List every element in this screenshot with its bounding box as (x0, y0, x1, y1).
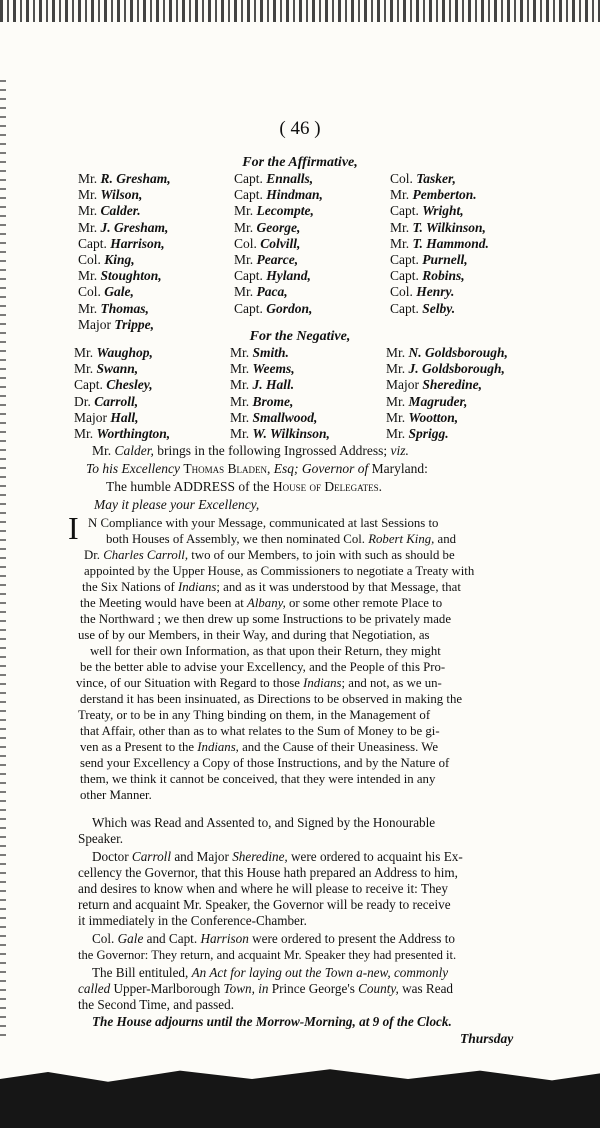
voter-title: Capt. (390, 268, 419, 284)
voter-title: Capt. (74, 377, 103, 393)
page-bottom-edge (0, 1058, 600, 1128)
negative-voter-name (386, 410, 508, 426)
address-body-line-8: use of by our Members, in their Way, and during that Negotiation, as (78, 628, 430, 642)
address-body-line-9: well for their own Information, as that upon their Return, they might (90, 644, 441, 658)
affirmative-voter-name (390, 236, 489, 252)
affirmative-voter-name (390, 203, 489, 219)
voter-surname: Trippe, (114, 316, 154, 332)
voter-surname: Hyland, (266, 268, 311, 284)
address-body-line-11: vince, of our Situation with Regard to those Indians; and not, as we un- (76, 676, 442, 690)
bill-line-3: the Second Time, and passed. (78, 997, 235, 1012)
voter-surname: J. Gresham, (100, 219, 169, 235)
negative-voter-name (230, 426, 330, 442)
affirmative-voter-name (390, 171, 489, 187)
address-recipient: To his Excellency Thomas Bladen, Esq; Governor of Maryland: (86, 461, 428, 476)
voter-title: Major (386, 377, 419, 393)
affirmative-voter-name (234, 252, 323, 268)
voter-title: Mr. (234, 203, 254, 219)
voter-title: Mr. (78, 171, 98, 186)
voter-surname: Carroll, (94, 393, 139, 409)
catchword: Thursday (460, 1031, 514, 1046)
voter-title: Capt. (234, 300, 263, 316)
affirmative-voter-name (78, 284, 171, 300)
voter-surname: Magruder, (408, 393, 468, 409)
affirmative-voter-name (78, 252, 171, 268)
affirmative-voter-name (234, 187, 323, 203)
voter-surname: Weems, (252, 361, 295, 377)
voter-title: Col. (234, 235, 257, 251)
voter-title: Mr. (78, 187, 98, 203)
voter-surname: Brome, (252, 393, 294, 409)
voter-title: Mr. (74, 345, 94, 360)
affirmative-voter-name (390, 252, 489, 268)
voter-title: Mr. (390, 187, 410, 203)
affirmative-voter-name (390, 220, 489, 236)
negative-heading: For the Negative, (249, 329, 351, 344)
voter-title: Mr. (230, 393, 250, 409)
voter-title: Mr. (78, 203, 98, 219)
voter-title: Capt. (234, 187, 263, 203)
drop-cap: I (68, 510, 79, 546)
affirmative-voter-name (234, 284, 323, 300)
doctor-line-3: and desires to know when and where he will please to receive it: They (78, 881, 448, 896)
affirmative-voter-name (78, 187, 171, 203)
affirmative-voter-name (234, 268, 323, 284)
negative-column-1 (74, 345, 170, 442)
affirmative-column-2 (234, 171, 323, 317)
page-left-edge (0, 80, 6, 1040)
voter-surname: Ennalls, (266, 171, 314, 186)
affirmative-voter-name (78, 220, 171, 236)
assent-line-1: Which was Read and Assented to, and Signed by the Honourable (92, 815, 436, 830)
voter-title: Col. (390, 284, 413, 300)
voter-surname: King, (104, 252, 135, 268)
address-body-line-13: Treaty, or to be in any Thing binding on them, in the Management of (78, 708, 431, 722)
voter-title: Col. (78, 252, 101, 268)
negative-voter-name (74, 410, 170, 426)
voter-title: Mr. (386, 393, 406, 409)
voter-surname: Smith. (252, 345, 289, 360)
voter-title: Mr. (386, 361, 406, 377)
affirmative-voter-name (234, 220, 323, 236)
voter-surname: Wilson, (100, 187, 143, 203)
address-body-line-15: ven as a Present to the Indians, and the Cause of their Uneasiness. We (80, 740, 439, 754)
bill-line-1: The Bill entituled, An Act for laying out the Town a-new, commonly (92, 965, 449, 980)
voter-surname: Chesley, (106, 377, 153, 393)
voter-surname: Swann, (96, 361, 139, 377)
voter-title: Mr. (234, 252, 254, 268)
negative-voter-name (74, 426, 170, 442)
voter-surname: Stoughton, (100, 268, 162, 284)
voter-title: Mr. (234, 219, 254, 235)
address-body-line-6: the Meeting would have been at Albany, or some other remote Place to (80, 596, 443, 610)
voter-surname: J. Hall. (252, 377, 295, 393)
voter-surname: Lecompte, (256, 203, 314, 219)
affirmative-voter-name (390, 301, 489, 317)
voter-title: Mr. (234, 284, 254, 300)
voter-title: Capt. (390, 300, 419, 316)
voter-surname: Henry. (416, 284, 455, 300)
doctor-line-4: return and acquaint Mr. Speaker, the Governor will be ready to receive (78, 897, 451, 912)
negative-voter-name (230, 394, 330, 410)
voter-title: Mr. (390, 235, 410, 251)
address-title: The humble ADDRESS of the House of Delegates. (106, 479, 382, 494)
voter-surname: Wright, (422, 203, 464, 219)
negative-voter-name (74, 377, 170, 393)
negative-voter-name (386, 361, 508, 377)
address-body-line-16: send your Excellency a Copy of those Instructions, and by the Nature of (80, 756, 450, 770)
gale-line-1: Col. Gale and Capt. Harrison were ordered to present the Address to (92, 931, 455, 946)
voter-surname: Pemberton. (412, 187, 477, 203)
negative-voter-name (230, 377, 330, 393)
salutation: May it please your Excellency, (94, 497, 260, 512)
calder-line: Mr. Calder, brings in the following Ingrossed Address; viz. (92, 443, 409, 458)
voter-title: Major (78, 316, 111, 332)
negative-voter-name (74, 345, 170, 361)
negative-column-3 (386, 345, 508, 442)
voter-title: Mr. (78, 268, 98, 284)
voter-surname: Hall, (110, 409, 139, 425)
voter-title: Mr. (390, 219, 410, 235)
voter-title: Capt. (234, 268, 263, 284)
voter-title: Col. (390, 171, 413, 186)
voter-title: Mr. (230, 426, 250, 442)
voter-surname: Paca, (256, 284, 288, 300)
affirmative-voter-name (234, 171, 323, 187)
negative-voter-name (386, 377, 508, 393)
voter-title: Mr. (230, 361, 250, 377)
voter-surname: Tasker, (416, 171, 456, 186)
affirmative-voter-name (234, 236, 323, 252)
affirmative-voter-name (234, 301, 323, 317)
voter-surname: Wootton, (408, 409, 459, 425)
voter-title: Dr. (74, 393, 91, 409)
voter-title: Mr. (78, 219, 98, 235)
voter-title: Mr. (74, 361, 94, 377)
page-number: ( 46 ) (279, 118, 321, 139)
address-body-line-10: be the better able to advise your Excellency, and the People of this Pro- (80, 660, 446, 674)
voter-title: Mr. (230, 345, 250, 360)
address-body-line-5: the Six Nations of Indians; and as it was understood by that Message, that (82, 580, 461, 594)
voter-surname: Calder. (100, 203, 141, 219)
voter-surname: Pearce, (256, 252, 299, 268)
affirmative-voter-name (78, 236, 171, 252)
address-body-line-4: appointed by the Upper House, as Commissioners to negotiate a Treaty with (84, 564, 475, 578)
affirmative-voter-name (78, 301, 171, 317)
affirmative-voter-name (78, 268, 171, 284)
voter-surname: Selby. (422, 300, 456, 316)
doctor-line-5: it immediately in the Conference-Chamber. (78, 913, 307, 928)
voter-surname: Harrison, (110, 235, 165, 251)
voter-surname: N. Goldsborough, (408, 345, 508, 360)
affirmative-voter-name (390, 187, 489, 203)
voter-surname: Hindman, (266, 187, 323, 203)
voter-surname: Thomas, (100, 300, 149, 316)
voter-title: Mr. (386, 409, 406, 425)
voter-title: Mr. (74, 426, 94, 442)
voter-surname: Gordon, (266, 300, 313, 316)
voter-title: Capt. (234, 171, 263, 186)
address-body-line-12: derstand it has been insinuated, as Directions to be observed in making the (80, 692, 463, 706)
negative-voter-name (230, 345, 330, 361)
affirmative-voter-name (78, 171, 171, 187)
affirmative-voter-name (390, 284, 489, 300)
affirmative-voter-name (234, 203, 323, 219)
assent-line-2: Speaker. (78, 831, 124, 846)
doctor-line-2: cellency the Governor, that this House hath prepared an Address to him, (78, 865, 458, 880)
voter-surname: Sprigg. (408, 426, 449, 442)
negative-voter-name (386, 394, 508, 410)
voter-surname: Sheredine, (422, 377, 483, 393)
voter-surname: T. Wilkinson, (412, 219, 486, 235)
voter-title: Mr. (230, 377, 250, 393)
voter-surname: W. Wilkinson, (252, 426, 330, 442)
voter-surname: Colvill, (260, 235, 301, 251)
address-body-line-2: both Houses of Assembly, we then nominated Col. Robert King, and (106, 532, 457, 546)
gale-line-2: the Governor: They return, and acquaint Mr. Speaker they had presented it. (78, 948, 457, 962)
page-top-edge (0, 0, 600, 22)
voter-surname: R. Gresham, (100, 171, 171, 186)
voter-surname: J. Goldsborough, (408, 361, 505, 377)
negative-voter-name (74, 394, 170, 410)
voter-surname: Purnell, (422, 252, 468, 268)
affirmative-voter-name (390, 268, 489, 284)
voter-surname: Worthington, (96, 426, 171, 442)
voter-title: Mr. (230, 409, 250, 425)
negative-voter-name (230, 410, 330, 426)
voter-surname: T. Hammond. (412, 235, 489, 251)
negative-voter-name (386, 426, 508, 442)
voter-surname: Gale, (104, 284, 134, 300)
affirmative-voter-name (78, 203, 171, 219)
affirmative-column-3 (390, 171, 489, 317)
voter-surname: Smallwood, (252, 409, 318, 425)
bill-line-2: called Upper-Marlborough Town, in Prince George's County, was Read (78, 981, 454, 996)
voter-title: Mr. (78, 300, 98, 316)
negative-column-2 (230, 345, 330, 442)
address-body-line-14: that Affair, other than as to what relates to the Sum of Money to be gi- (80, 724, 440, 738)
negative-voter-name (230, 361, 330, 377)
address-body-line-7: the Northward ; we then drew up some Instructions to be privately made (80, 612, 452, 626)
voter-title: Mr. (386, 345, 406, 360)
voter-surname: Waughop, (96, 345, 153, 360)
voter-title: Capt. (390, 252, 419, 268)
address-body-line-18: other Manner. (80, 788, 152, 802)
voter-title: Col. (78, 284, 101, 300)
negative-voter-name (386, 345, 508, 361)
negative-voter-name (74, 361, 170, 377)
voter-title: Major (74, 409, 107, 425)
address-body-line-3: Dr. Charles Carroll, two of our Members, to join with such as should be (84, 548, 455, 562)
doctor-line-1: Doctor Carroll and Major Sheredine, were ordered to acquaint his Ex- (92, 849, 463, 864)
adjournment: The House adjourns until the Morrow-Morning, at 9 of the Clock. (92, 1014, 452, 1029)
voter-title: Capt. (390, 203, 419, 219)
address-body-line-1: N Compliance with your Message, communicated at last Sessions to (88, 516, 439, 530)
voter-surname: Robins, (422, 268, 465, 284)
affirmative-heading: For the Affirmative, (242, 155, 358, 170)
voter-title: Capt. (78, 235, 107, 251)
address-body-line-17: them, we think it cannot be conceived, that they were intended in any (80, 772, 436, 786)
voter-title: Mr. (386, 426, 406, 442)
affirmative-column-1 (78, 171, 171, 333)
voter-surname: George, (256, 219, 301, 235)
